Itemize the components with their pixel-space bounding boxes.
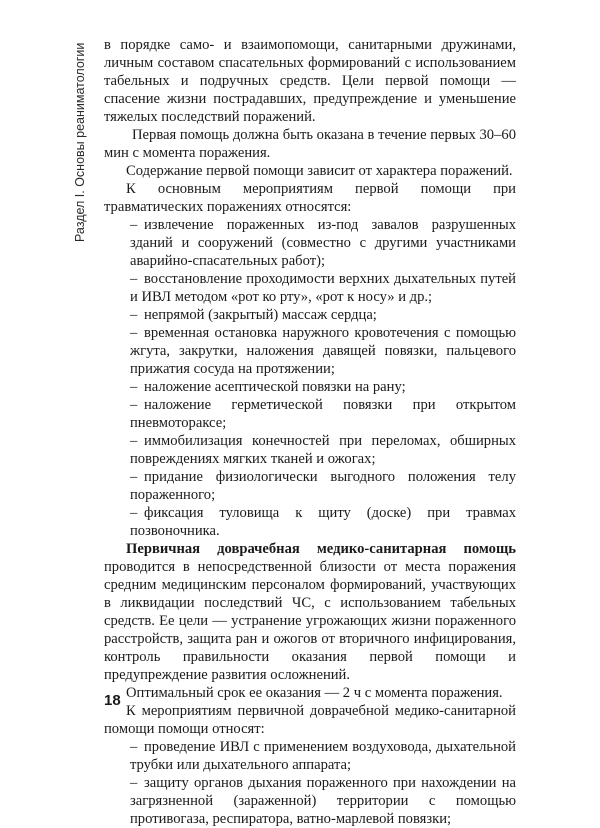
list-item: – восстановление проходимости верхних дыхательных путей и ИВЛ методом «рот ко рту», «рот к носу» и др.; <box>130 271 516 305</box>
bold-term: Первичная доврачебная медико-санитарная помощь <box>126 541 516 557</box>
paramedic-measures-list <box>104 738 516 828</box>
list-item: – непрямой (закрытый) массаж сердца; <box>130 307 377 323</box>
first-aid-measures-list <box>104 216 516 540</box>
paragraph: в порядке само- и взаимопомощи, санитарными дружинами, личным составом спасательных формирований с использованием табельных и подручных средств. Цели первой помощи — спасение жизни пострадавших, предупреждение и уменьшение тяжелых последствий поражений. <box>104 37 516 125</box>
list-item: – защиту органов дыхания пораженного при нахождении на загрязненной (зараженной) территории с помощью противогаза, респиратора, ватно-марлевой повязки; <box>130 775 516 827</box>
paragraph: Первая помощь должна быть оказана в течение первых 30–60 мин с момента поражения. <box>104 127 516 161</box>
list-item: – проведение ИВЛ с применением воздуховода, дыхательной трубки или дыхательного аппарата; <box>130 739 516 773</box>
paragraph: Содержание первой помощи зависит от характера поражений. <box>126 163 513 179</box>
list-item: – наложение асептической повязки на рану; <box>130 379 406 395</box>
section-running-header: Раздел I. Основы реаниматологии <box>73 42 87 242</box>
list-item: – временная остановка наружного кровотечения с помощью жгута, закрутки, наложения давящей повязки, пальцевого прижатия сосуда на протяжении; <box>130 325 516 377</box>
list-item: – придание физиологически выгодного положения телу пораженного; <box>130 469 516 503</box>
paragraph: Оптимальный срок ее оказания — 2 ч с момента поражения. <box>126 685 503 701</box>
page-number: 18 <box>104 692 121 709</box>
list-item: – иммобилизация конечностей при переломах, обширных повреждениях мягких тканей и ожогах; <box>130 433 516 467</box>
list-item: – наложение герметической повязки при открытом пневмотораксе; <box>130 397 516 431</box>
list-item: – извлечение пораженных из-под завалов разрушенных зданий и сооружений (совместно с другими участниками аварийно-спасательных работ); <box>130 217 516 269</box>
paragraph: К основным мероприятиям первой помощи при травматических поражениях относятся: <box>104 181 516 215</box>
paragraph: К мероприятиям первичной доврачебной медико-санитарной помощи помощи относят: <box>104 703 516 737</box>
list-item: – фиксация туловища к щиту (доске) при травмах позвоночника. <box>130 505 516 539</box>
paragraph: Первичная доврачебная медико-санитарная помощь проводится в непосредственной близости от места поражения средним медицинским персоналом формирований, участвующих в ликвидации последствий ЧС, с использованием табельных средств. Ее цели — устранение угрожающих жизни пораженного расстройств, защита ран и ожогов от вторичного инфицирования, контроль правильности оказания первой помощи и предупреждение развития осложнений. <box>104 541 516 683</box>
page-body <box>104 36 516 828</box>
